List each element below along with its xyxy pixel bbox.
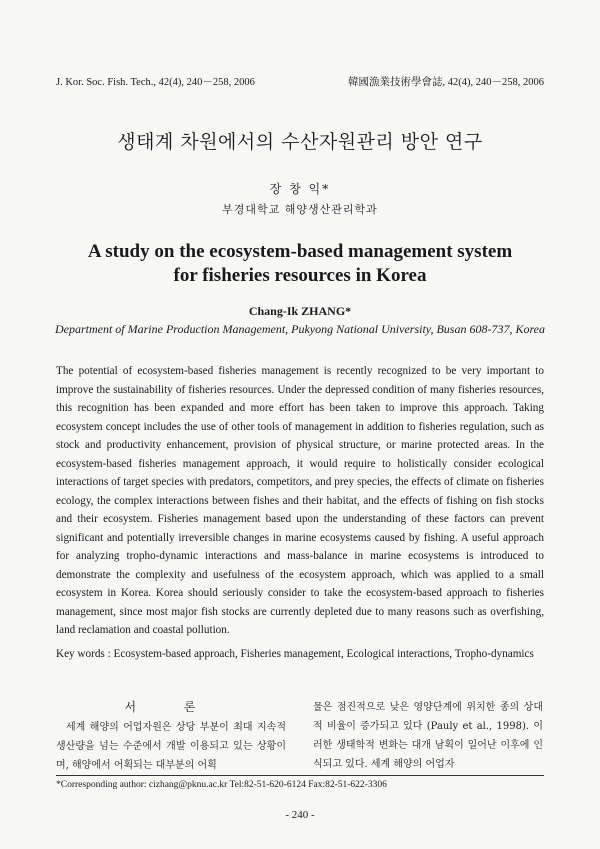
author-korean: 장 창 익* xyxy=(269,182,331,196)
running-header-kr: 韓國漁業技術學會誌, 42(4), 240－258, 2006 xyxy=(348,77,544,88)
intro-paragraph-right: 물은 점진적으로 낮은 영양단계에 위치한 종의 상대적 비율이 증가되고 있다 (Pauly et al., 1998). 이러한 생태학적 변화는 대개 남획이 일어난 이후에 인식되고 있다. 세계 해양의 어업자 xyxy=(313,702,543,770)
author-english: Chang-Ik ZHANG* xyxy=(248,304,352,318)
footnote-divider xyxy=(56,775,544,776)
keywords: Key words : Ecosystem-based approach, Fisheries management, Ecological interactions, Tropho-dynamics xyxy=(56,648,534,660)
footnote: *Corresponding author: cizhang@pknu.ac.kr Tel:82-51-620-6124 Fax:82-51-622-3306 xyxy=(56,780,387,790)
abstract: The potential of ecosystem-based fisheries management is recently recognized to be very important to improve the sustainability of fisheries resources. Under the depressed condition of many fisheries resources, this recognition has been expanded and more effort has been taken to improve this approach. Taking ecosystem concept includes the use of other tools of management in addition to fisheries regulation, such as stock and productivity enhancement, provision of physical structure, or marine protected areas. In the ecosystem-based fisheries management approach, it would require to holistically consider ecological interactions of target species with predators, competitors, and prey species, the effects of climate on fisheries ecology, the complex interactions between fishes and their habitat, and the effects of fishing on fish stocks and their ecosystem. Fisheries management based upon the understanding of these factors can prevent significant and potentially irreversible changes in marine ecosystems caused by fishing. A useful approach for analyzing tropho-dynamic interactions and mass-balance in marine ecosystems is introduced to demonstrate the complexity and usefulness of the ecosystem approach, which was applied to a small ecosystem in Korea. Korea should seriously consider to take the ecosystem-based approach to fisheries management, since most major fish stocks are currently depleted due to many reasons such as overfishing, land reclamation and coastal pollution. xyxy=(56,365,544,636)
title-korean: 생태계 차원에서의 수산자원관리 방안 연구 xyxy=(117,131,483,153)
intro-left-column xyxy=(56,698,286,775)
page-number: - 240 - xyxy=(285,809,315,821)
section-heading: 서 론 xyxy=(124,700,218,714)
affiliation-korean: 부경대학교 해양생산관리학과 xyxy=(222,203,378,216)
intro-paragraph-left: 세계 해양의 어업자원은 상당 부분이 최대 지속적 생산량을 넘는 수준에서 개발 이용되고 있는 상황이며, 해양에서 어획되는 대부분의 어획 xyxy=(56,722,286,771)
affiliation-english: Department of Marine Production Management, Pukyong National University, Busan 608-737, Korea xyxy=(54,322,546,336)
running-header-en: J. Kor. Soc. Fish. Tech., 42(4), 240－258, 2006 xyxy=(56,77,255,88)
title-english-line2: for fisheries resources in Korea xyxy=(173,265,427,286)
title-english-line1: A study on the ecosystem-based management system xyxy=(87,241,513,262)
intro-right-column xyxy=(313,698,543,774)
